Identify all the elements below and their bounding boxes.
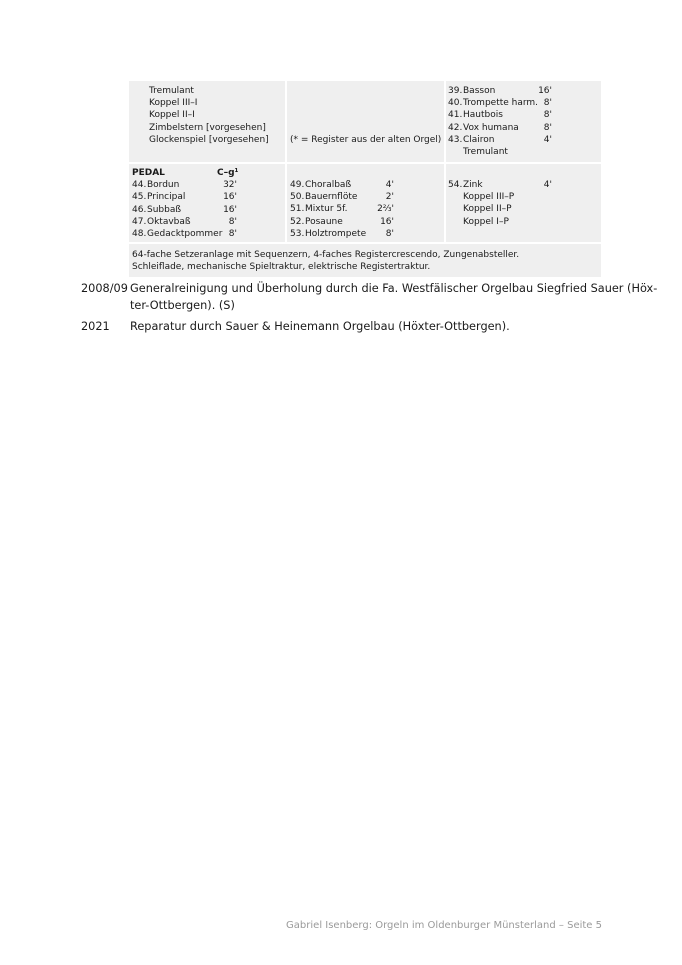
- stop-name: Bordun: [147, 180, 180, 191]
- stop-name: Vox humana: [463, 122, 519, 133]
- history-year: 2021: [81, 320, 110, 333]
- manual-col1-item: Koppel III–I: [149, 98, 198, 109]
- stop-footage: 8': [228, 216, 237, 227]
- history-entry: [81, 280, 658, 314]
- stop-name: Posaune: [305, 216, 343, 227]
- stop-name: Subbaß: [147, 204, 182, 215]
- history-text: [130, 318, 602, 335]
- register-note: [290, 134, 441, 146]
- history-line: ter-Ottbergen). (S): [130, 299, 235, 312]
- stop-name: Gedacktpommer: [147, 228, 223, 239]
- stop-name: Koppel I–P: [463, 216, 509, 227]
- stop-footage: 16': [380, 216, 394, 227]
- stop-footage: 4': [385, 180, 394, 190]
- stop-row: [448, 203, 552, 215]
- stop-row: [132, 179, 237, 191]
- pedal-title: PEDAL: [132, 168, 165, 178]
- stop-number: 54.: [448, 180, 463, 190]
- stop-footage: 8': [228, 228, 237, 239]
- manual-col2-bg: [287, 81, 444, 162]
- technical-notes: [132, 249, 519, 273]
- note-line: Schleiflade, mechanische Spieltraktur, elektrische Registertraktur.: [132, 262, 431, 273]
- stop-footage: 8': [543, 110, 552, 121]
- stop-name: Zink: [463, 180, 483, 190]
- stop-name: Trompette harm.: [463, 98, 539, 109]
- note-line: 64-fache Setzeranlage mit Sequenzern, 4-faches Registercrescendo, Zungenabsteller.: [132, 250, 520, 260]
- stop-row: [132, 204, 237, 216]
- stop-row: [448, 134, 552, 146]
- stop-number: 50.: [290, 192, 305, 203]
- pedal-heading: [132, 167, 237, 179]
- manual-col1-item: Tremulant: [149, 86, 194, 96]
- stop-name: Oktavbaß: [147, 216, 191, 227]
- stop-footage: 16': [223, 192, 237, 203]
- stop-number: 44.: [132, 180, 147, 191]
- manual-col1-item: Koppel II–I: [149, 110, 195, 121]
- stop-name: Bauernflöte: [305, 192, 358, 203]
- stop-number: 47.: [132, 216, 147, 227]
- stop-number: 43.: [448, 134, 463, 145]
- stop-name: Clairon: [463, 134, 495, 145]
- stop-number: 48.: [132, 228, 147, 239]
- stop-number: 45.: [132, 192, 147, 203]
- stop-name: Principal: [147, 192, 186, 203]
- stop-row: [290, 191, 394, 203]
- stop-number: 41.: [448, 110, 463, 121]
- stop-row: [448, 85, 552, 97]
- pedal-col1: [132, 167, 237, 240]
- manual-col1-item: Glockenspiel [vorgesehen]: [149, 134, 269, 145]
- history-line: Generalreinigung und Überholung durch die Fa. Westfälischer Orgelbau Siegfried Sauer (Höx-: [130, 282, 658, 295]
- stop-row: [290, 179, 394, 191]
- stop-footage: 16': [538, 86, 552, 96]
- stop-number: 53.: [290, 228, 305, 239]
- history-line: Reparatur durch Sauer & Heinemann Orgelbau (Höxter-Ottbergen).: [130, 320, 510, 333]
- stop-row: [448, 109, 552, 121]
- stop-row: [448, 191, 552, 203]
- stop-number: 52.: [290, 216, 305, 227]
- stop-footage: 32': [223, 180, 237, 191]
- stop-footage: 8': [385, 228, 394, 239]
- stop-row: [132, 228, 237, 240]
- stop-row: [448, 179, 552, 191]
- stop-name: Holztrompete: [305, 228, 367, 239]
- stop-number: 49.: [290, 180, 305, 190]
- stop-name: Mixtur 5f.: [305, 204, 348, 215]
- manual-col1: [149, 85, 269, 146]
- stop-number: 42.: [448, 122, 463, 133]
- stop-footage: 4': [543, 180, 552, 190]
- register-note-text: (* = Register aus der alten Orgel): [290, 135, 442, 145]
- stop-name: Koppel III–P: [463, 192, 515, 203]
- history-text: [130, 280, 658, 314]
- stop-name: Koppel II–P: [463, 204, 512, 215]
- stop-row: [290, 203, 394, 215]
- stop-footage: 8': [543, 98, 552, 109]
- history-year: 2008/09: [81, 282, 128, 295]
- manual-col1-item: Zimbelstern [vorgesehen]: [149, 122, 266, 133]
- stop-number: 46.: [132, 204, 147, 215]
- stop-name: Hautbois: [463, 110, 503, 121]
- stop-number: 39.: [448, 86, 463, 96]
- stop-row: [290, 216, 394, 228]
- manual-col3: [448, 85, 552, 158]
- pedal-col3: [448, 179, 552, 228]
- stop-footage: 2⅔': [377, 204, 394, 215]
- stop-footage: 8': [543, 122, 552, 133]
- stop-row: [132, 191, 237, 203]
- stop-name: Choralbaß: [305, 180, 352, 190]
- pedal-col2: [290, 179, 394, 240]
- history-entry: [81, 318, 606, 335]
- stop-footage: 16': [223, 204, 237, 215]
- stop-footage: 2': [385, 192, 394, 203]
- page-footer: Gabriel Isenberg: Orgeln im Oldenburger Münsterland – Seite 5: [286, 920, 602, 931]
- stop-name: Basson: [463, 86, 496, 96]
- pedal-range: C–g¹: [217, 168, 239, 178]
- stop-row: [448, 146, 552, 158]
- stop-row: [290, 228, 394, 240]
- stop-name: Tremulant: [463, 146, 508, 157]
- stop-footage: 4': [543, 134, 552, 145]
- stop-row: [448, 97, 552, 109]
- stop-number: 40.: [448, 98, 463, 109]
- stop-row: [448, 216, 552, 228]
- stop-row: [132, 216, 237, 228]
- stop-row: [448, 122, 552, 134]
- stop-number: 51.: [290, 204, 305, 215]
